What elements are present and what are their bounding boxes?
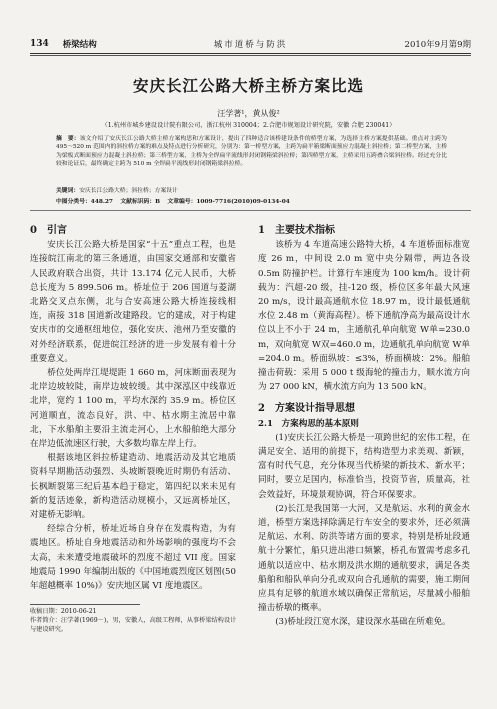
- abstract: [56, 135, 447, 169]
- footnote: [30, 607, 240, 634]
- page-number: 134: [30, 39, 49, 49]
- paragraph: 经综合分析，桥址近场自身存在发震构造，为有震地区。桥址自身地震活动和外场影响的强度均不会太高，未来遭受地震破坏的烈度不超过 VII 度。国家地震局 1990 年编制出版的《中国地震烈度区划图(50 年超越概率 10%)》安庆地区属 VI 度地震区。: [30, 524, 236, 592]
- paragraph: (2)长江是我国第一大河，又是航运、水利的黄金水道，桥型方案选择除满足行车安全的要求外，还必须满足航运、水利、防洪等诸方面的要求，特别是桥址段通航十分繁忙，船只进出港口频繁，桥孔布置需考虑多孔通航以适应中、枯水期及洪水期的通航要求，满足各类船舶和船队单向分孔或双向合孔通航的需要，施工期间应具有足够的航道水域以确保正常航运，尽量减小船舶撞击桥墩的概率。: [258, 503, 470, 614]
- keywords-text: 安庆长江公路大桥；斜拉桥；方案设计: [79, 188, 178, 194]
- authors: 汪学著¹，黄从俊²: [217, 109, 280, 118]
- journal-name: 城市道桥与防洪: [213, 40, 288, 50]
- paragraph: 该桥为 4 车道高速公路特大桥，4 车道桥面标准宽度 26 m，中间设 2.0 m 宽中央分隔带，两边各设 0.5m 防撞护栏。计算行车速度为 100 km/h。设计荷载为：汽超-20 级，挂-120 级，桥位区多年最大风速 20 m/s，设计最高通航水位 18.97 m，设计最低通航水位 2.48 m（黄海高程）。桥下通航净高为最高设计水位以上不小于 24 m，主通航孔单向航宽 W单=230.0 m，双向航宽 W双=460.0 m，边通航孔单向航宽 W单=204.0 m。桥面纵坡：≤3%，桥面横坡：2%。船舶撞击荷载：采用 5 000 t 级海轮的撞击力，顺水流方向为 27 000 kN，横水流方向为 13 500 kN。: [258, 240, 470, 393]
- affiliation: （1.杭州市城乡建设设计院有限公司，浙江杭州 310004；2.合肥市规划设计研究院，安徽 合肥 230041）: [101, 122, 396, 129]
- paragraph: (3)桥址段江宽水深，建设深水基础在所难免。: [275, 617, 451, 628]
- issue-date: 2010年9月第9期: [404, 40, 471, 50]
- section-heading-tech: 1 主要技术指标: [258, 225, 335, 236]
- paragraph: (1)安庆长江公路大桥是一项跨世纪的宏伟工程，在满足安全、适用的前提下，结构造型力求美观、新颖，富有时代气息，充分体现当代桥梁的新技术、新水平；同时，要立足国内，标准恰当，投资节省，质量高，社会效益好，环境景观协调，符合环保要求。: [258, 432, 470, 500]
- clc-number: 中图分类号：448.27: [56, 199, 113, 205]
- paragraph: 根据该地区斜拉桥建造动、地震活动及其它地质资料早期勘活动强烈、头坡断裂晚近时期仍有活动、长枫断裂第三纪后基本趋于稳定，第四纪以来未见有新的复活迹象，新构造活动规模小，又远离桥址区，对建桥无影响。: [30, 453, 236, 521]
- header-rule-thin: [30, 55, 471, 56]
- document-code: 文献标识码：B: [120, 199, 161, 205]
- abstract-separator: [30, 210, 471, 211]
- article-number: 文章编号：1009-7716(2010)09-0134-04: [167, 199, 290, 205]
- right-column: [258, 224, 470, 630]
- subsection-heading: 2.1 方案构思的基本原则: [258, 418, 359, 429]
- left-column: [30, 224, 236, 593]
- article-title: 安庆长江公路大桥主桥方案比选: [132, 76, 364, 95]
- received-date: 收稿日期：2010-06-21: [30, 608, 97, 615]
- keywords-label: 关键词：: [56, 188, 80, 194]
- running-header: [30, 36, 471, 52]
- article-meta: [56, 196, 447, 205]
- footnote-rule: [30, 604, 140, 605]
- paragraph: 桥位处两岸江堤堤距 1 660 m，河床断面表现为北岸边坡较陡，南岸边坡较缓。其中深泓区中线靠近北岸，宽约 1 100 m，平均水深约 35.9 m。桥位区河道顺直，流态良好，洪、中、枯水期主流居中靠北，下水船舶主要沿主流走河心，上水船舶绝大部分在岸边低流速区行驶，大多数均靠左岸上行。: [30, 368, 236, 450]
- section-name: 桥梁结构: [62, 40, 97, 50]
- abstract-label: 摘 要：: [56, 136, 80, 142]
- section-heading-design: 2 方案设计指导思想: [258, 403, 355, 415]
- section-heading-intro: 0 引言: [30, 225, 67, 236]
- abstract-text: 该文介绍了安庆长江公路大桥主桥方案构思和方案设计，提出了四种适合该桥建设条件的桥型方案，为选择主桥方案提供基础。重点对主跨为 495～520 m 范围内的斜拉桥方案的难点及特点进行分析研究，分别为：第一桥型方案，主跨为扁平箱梁断面预应力混凝土斜拉桥；第二桥型方案，主桥为梁板式断面预应力混凝土斜拉桥；第三桥型方案，主桥为全焊扁平流线形封闭钢箱梁斜拉桥；第四桥型方案，主桥采用五跨叠合梁斜拉桥。经过充分比较和论证后，最终确定主跨为 510 m 全焊扁平流线形封闭钢箱梁斜拉桥。: [56, 136, 447, 168]
- author-bio: 作者简介：汪学著(1969－)，男，安徽人，高级工程师，从事桥梁结构设计与建设研究。: [30, 617, 237, 633]
- paragraph: 安庆长江公路大桥是国家“十五”重点工程，也是连接皖江南北的第三条通道，由国家交通部和安徽省人民政府联合出资，共计 13.174 亿元人民币，大桥总长度为 5 899.506 m。桥址位于 206 国道与菱湖北路交叉点东侧，北与合安高速公路大桥连接线相连，南接 318 国道新改建路段。它的建成，对于构建安庆市的交通枢纽地位，强化安庆、池州乃至安徽的对外经济联系，促进皖江经济的进一步发展有着十分重要意义。: [30, 240, 236, 364]
- header-rule: [30, 53, 471, 54]
- keywords: [56, 187, 447, 195]
